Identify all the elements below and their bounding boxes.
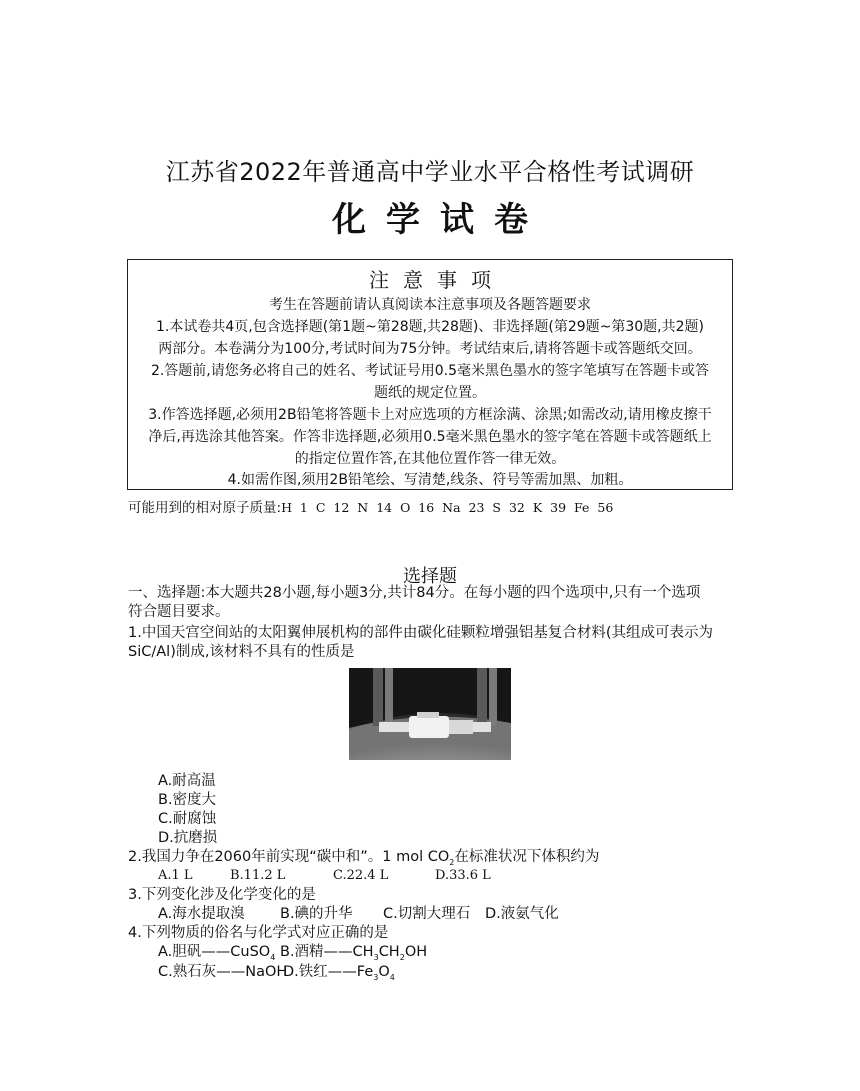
notice-line: 4.如需作图,须用2B铅笔绘、写清楚,线条、符号等需加黑、加粗。 — [227, 472, 633, 488]
question-2-option-a: A.1 L — [158, 868, 193, 883]
notice-heading: 注意事项 — [369, 268, 505, 292]
exam-subtitle: 化学试卷 — [332, 200, 548, 240]
notice-line: 题纸的规定位置。 — [374, 385, 486, 401]
option-text: OH — [404, 944, 428, 960]
option-text: A.胆矾——CuSO — [158, 944, 271, 960]
section-instruction: 一、选择题:本大题共28小题,每小题3分,共计84分。在每小题的四个选项中,只有一个选项 — [128, 585, 701, 601]
subscript: 4 — [270, 952, 276, 962]
notice-intro: 考生在答题前请认真阅读本注意事项及各题答题要求 — [269, 297, 591, 313]
atomic-masses — [128, 496, 613, 516]
question-3-option-d: D.液氨气化 — [485, 906, 559, 922]
exam-title: 江苏省2022年普通高中学业水平合格性考试调研 — [165, 158, 695, 186]
question-1-option-b: B.密度大 — [158, 792, 217, 808]
question-3-stem: 3.下列变化涉及化学变化的是 — [128, 887, 316, 903]
subscript: 3 — [373, 952, 379, 962]
question-4-stem: 4.下列物质的俗名与化学式对应正确的是 — [128, 925, 389, 941]
question-2-option-d: D.33.6 L — [435, 868, 491, 883]
subscript: 3 — [373, 972, 379, 982]
atomic-masses-label: 可能用到的相对原子质量: — [128, 500, 282, 516]
option-text: D.铁红——Fe — [283, 964, 374, 980]
option-text: CH — [378, 944, 400, 960]
section-instruction: 符合题目要求。 — [128, 604, 230, 620]
space-station-illustration — [349, 668, 511, 760]
space-station-photo — [349, 668, 511, 760]
section-title: 选择题 — [403, 566, 457, 587]
notice-line: 2.答题前,请您务必将自己的姓名、考试证号用0.5毫米黑色墨水的签字笔填写在答题卡或答 — [150, 363, 710, 379]
notice-line: 3.作答选择题,必须用2B铅笔将答题卡上对应选项的方框涂满、涂黑;如需改动,请用橡皮擦干 — [148, 407, 712, 423]
question-3-option-b: B.碘的升华 — [280, 906, 353, 922]
question-3-option-a: A.海水提取溴 — [158, 906, 245, 922]
question-2-stem-text: 2.我国力争在2060年前实现“碳中和”。1 mol CO — [128, 849, 450, 865]
notice-line: 两部分。本卷满分为100分,考试时间为75分钟。考试结束后,请将答题卡或答题纸交回。 — [158, 341, 702, 357]
question-2-option-c: C.22.4 L — [333, 868, 389, 883]
question-2-option-b: B.11.2 L — [230, 868, 286, 883]
subscript: 2 — [449, 857, 455, 867]
question-1-option-d: D.抗磨损 — [158, 830, 218, 846]
option-text: B.酒精——CH — [280, 944, 374, 960]
notice-box — [127, 259, 733, 490]
question-1-stem: 1.中国天宫空间站的太阳翼伸展机构的部件由碳化硅颗粒增强铝基复合材料(其组成可表示为 — [128, 625, 713, 641]
question-4-option-c: C.熟石灰——NaOH — [158, 964, 288, 980]
question-1-option-a: A.耐高温 — [158, 773, 216, 789]
subscript: 2 — [399, 952, 405, 962]
question-1-option-c: C.耐腐蚀 — [158, 811, 217, 827]
question-3-option-c: C.切割大理石 — [383, 906, 471, 922]
question-4-option-d — [283, 962, 395, 988]
question-2-stem-text: 在标准状况下体积约为 — [454, 849, 600, 865]
notice-line: 净后,再选涂其他答案。作答非选择题,必须用0.5毫米黑色墨水的签字笔在答题卡或答题纸上 — [148, 429, 712, 445]
subscript: 4 — [389, 972, 395, 982]
atomic-masses-values: H 1 C 12 N 14 O 16 Na 23 S 32 K 39 Fe 56 — [281, 500, 614, 515]
notice-line: 的指定位置作答,在其他位置作答一律无效。 — [294, 451, 566, 467]
question-1-stem: SiC/Al)制成,该材料不具有的性质是 — [128, 644, 355, 660]
option-text: O — [378, 964, 390, 980]
notice-line: 1.本试卷共4页,包含选择题(第1题~第28题,共28题)、非选择题(第29题~第30题,共2题) — [156, 319, 704, 335]
